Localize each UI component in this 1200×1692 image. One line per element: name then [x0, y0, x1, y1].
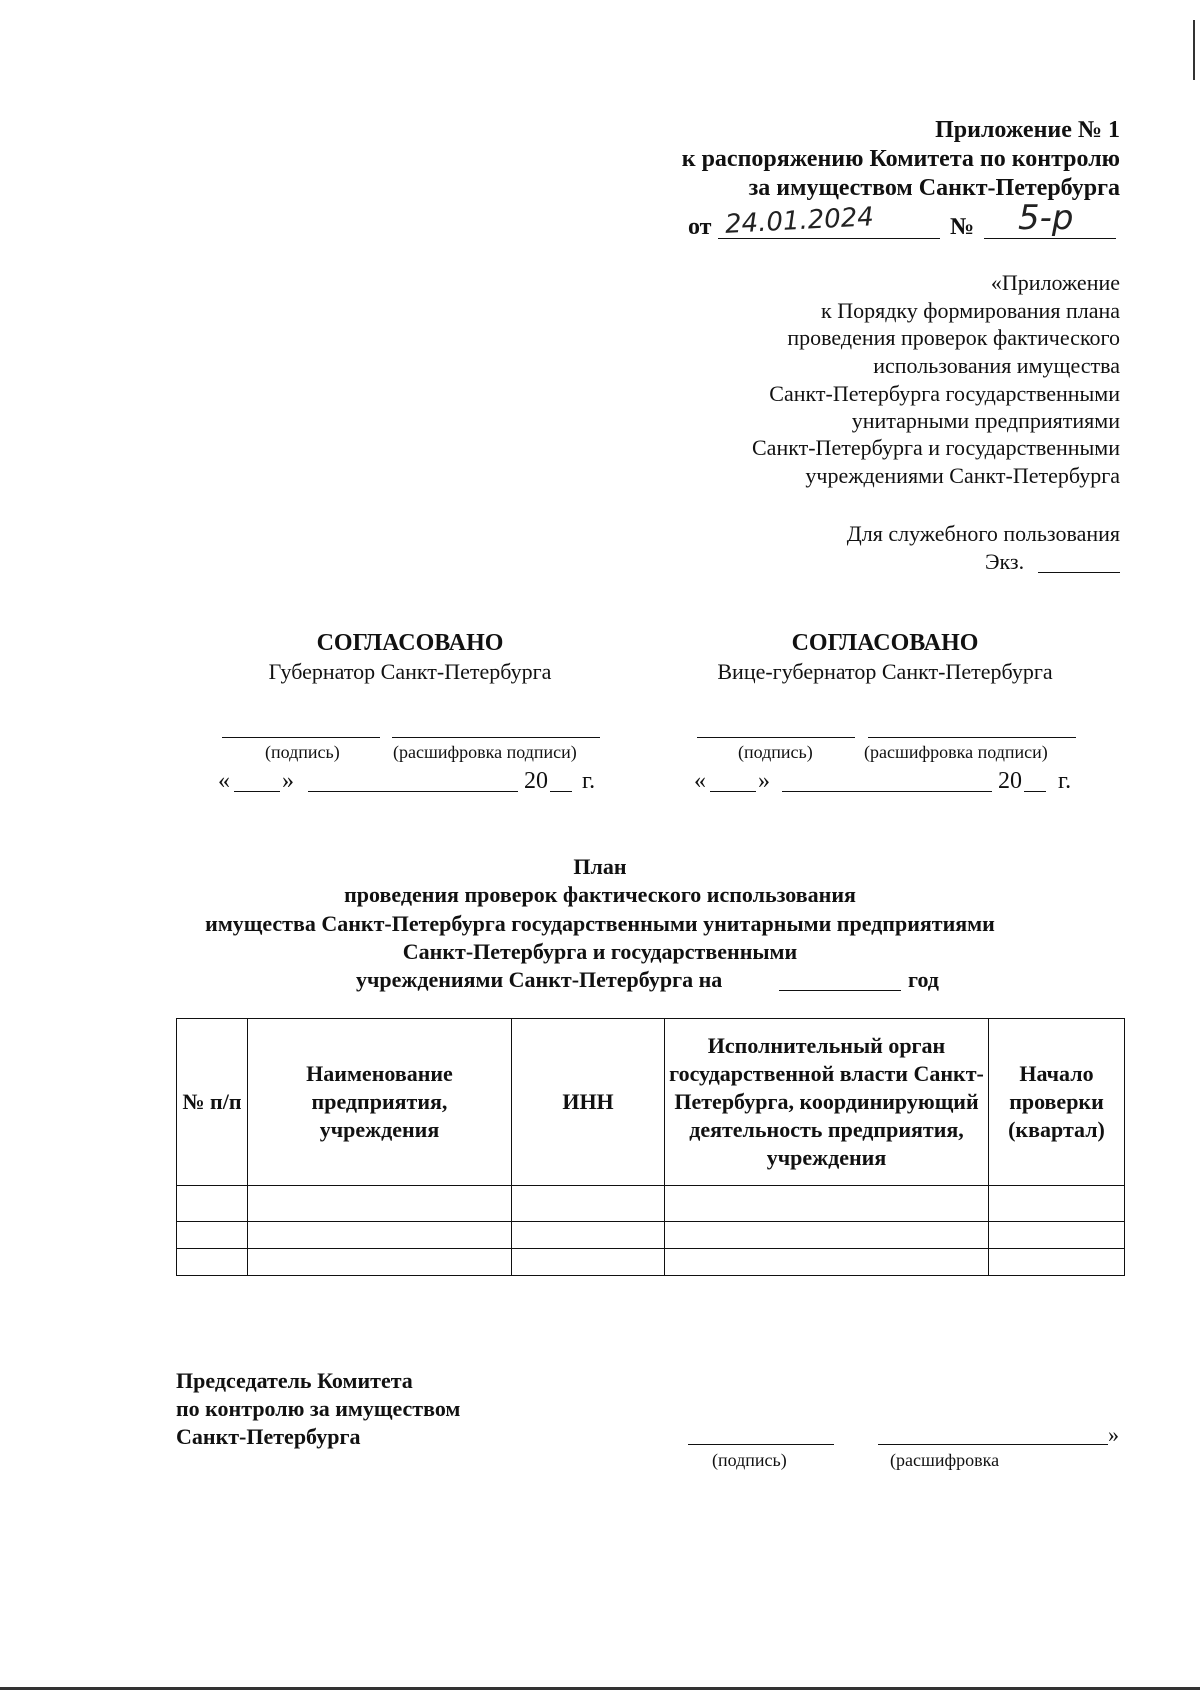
table-cell [512, 1249, 665, 1276]
footer-closing-quote: » [1108, 1422, 1119, 1447]
col-header-number: № п/п [177, 1019, 248, 1186]
signer-line-2: по контролю за имуществом [176, 1396, 461, 1421]
footer-decode-line [878, 1444, 1108, 1445]
approval-left-decode-caption: (расшифровка подписи) [393, 742, 577, 762]
approval-left-day-line [234, 791, 280, 792]
date-handwritten: 24.01.2024 [724, 202, 875, 240]
appendix-ref-6: унитарными предприятиями [851, 408, 1120, 433]
approval-left-year-line [550, 791, 572, 792]
table-cell [177, 1249, 248, 1276]
table-cell [248, 1249, 512, 1276]
appendix-ref-1: «Приложение [990, 270, 1120, 295]
approval-left-sign-line [222, 737, 380, 738]
approval-left-month-line [308, 791, 518, 792]
approval-left-year-suffix: г. [582, 768, 596, 794]
date-prefix: от [688, 214, 712, 240]
table-row [177, 1249, 1125, 1276]
table-cell [512, 1186, 665, 1222]
appendix-title: Приложение № 1 [935, 117, 1120, 143]
approval-left-quote-close: » [282, 768, 294, 794]
plan-table [176, 1018, 1125, 1276]
approval-right-year-prefix: 20 [998, 768, 1022, 794]
table-cell [989, 1249, 1125, 1276]
approval-right-decode-line [868, 737, 1076, 738]
col-header-name: Наименование предприятия, учреждения [248, 1019, 512, 1186]
approval-right-quote-close: » [758, 768, 770, 794]
plan-subtitle-3: Санкт-Петербурга и государственными [402, 939, 798, 964]
table-header-row [177, 1019, 1125, 1186]
footer-sign-caption: (подпись) [712, 1450, 787, 1470]
approval-right-sign-caption: (подпись) [738, 742, 813, 762]
approval-right-day-line [710, 791, 756, 792]
plan-subtitle-4-prefix: учреждениями Санкт-Петербурга на [356, 967, 723, 992]
table-cell [989, 1186, 1125, 1222]
plan-year-line [779, 990, 901, 991]
plan-subtitle-4-suffix: год [908, 967, 939, 992]
approval-right-year-line [1024, 791, 1046, 792]
table-cell [248, 1222, 512, 1249]
table-cell [665, 1186, 989, 1222]
plan-subtitle-1: проведения проверок фактического использования [344, 882, 856, 907]
table-cell [512, 1222, 665, 1249]
plan-title: План [573, 854, 627, 879]
approval-left-sign-caption: (подпись) [265, 742, 340, 762]
table-cell [665, 1249, 989, 1276]
approval-left-year-prefix: 20 [524, 768, 548, 794]
approval-right-sign-line [697, 737, 855, 738]
appendix-ref-8: учреждениями Санкт-Петербурга [805, 463, 1120, 488]
appendix-ref-5: Санкт-Петербурга государственными [769, 381, 1120, 406]
plan-subtitle-2: имущества Санкт-Петербурга государственными унитарными предприятиями [205, 911, 995, 936]
appendix-ref-3: проведения проверок фактического [787, 325, 1120, 350]
col-header-start-quarter: Начало проверки (квартал) [989, 1019, 1125, 1186]
appendix-committee-line: за имуществом Санкт-Петербурга [748, 175, 1120, 201]
approval-right-decode-caption: (расшифровка подписи) [864, 742, 1048, 762]
approval-right-year-suffix: г. [1058, 768, 1072, 794]
signer-line-3: Санкт-Петербурга [176, 1424, 361, 1449]
col-header-executive-body: Исполнительный орган государственной власти Санкт-Петербурга, координирующий деятельность предприятия, учреждения [665, 1019, 989, 1186]
approval-left-quote-open: « [218, 768, 230, 794]
appendix-order-line: к распоряжению Комитета по контролю [681, 146, 1120, 172]
approval-right-title: СОГЛАСОВАНО [791, 630, 979, 656]
table-cell [665, 1222, 989, 1249]
approval-right-position: Вице-губернатор Санкт-Петербурга [717, 659, 1053, 684]
signer-line-1: Председатель Комитета [176, 1368, 413, 1393]
table-cell [177, 1222, 248, 1249]
col-header-inn: ИНН [512, 1019, 665, 1186]
approval-left-position: Губернатор Санкт-Петербурга [268, 659, 552, 684]
appendix-ref-2: к Порядку формирования плана [821, 298, 1120, 323]
table-cell [177, 1186, 248, 1222]
scan-edge-bottom [0, 1687, 1200, 1690]
copy-number-line [1038, 572, 1120, 573]
approval-right-month-line [782, 791, 992, 792]
number-line [984, 238, 1116, 239]
table-cell [989, 1222, 1125, 1249]
approval-right-quote-open: « [694, 768, 706, 794]
copy-label: Экз. [985, 549, 1025, 574]
scan-edge-right [1193, 20, 1195, 80]
footer-decode-caption: (расшифровка [890, 1450, 1000, 1470]
restriction-label: Для служебного пользования [846, 521, 1120, 546]
number-prefix: № [950, 214, 975, 240]
footer-sign-line [688, 1444, 834, 1445]
table-row [177, 1186, 1125, 1222]
table-cell [248, 1186, 512, 1222]
table-row [177, 1222, 1125, 1249]
number-handwritten: 5-р [1018, 198, 1074, 238]
appendix-ref-4: использования имущества [873, 353, 1120, 378]
approval-left-decode-line [392, 737, 600, 738]
approval-left-title: СОГЛАСОВАНО [316, 630, 504, 656]
appendix-ref-7: Санкт-Петербурга и государственными [752, 435, 1120, 460]
